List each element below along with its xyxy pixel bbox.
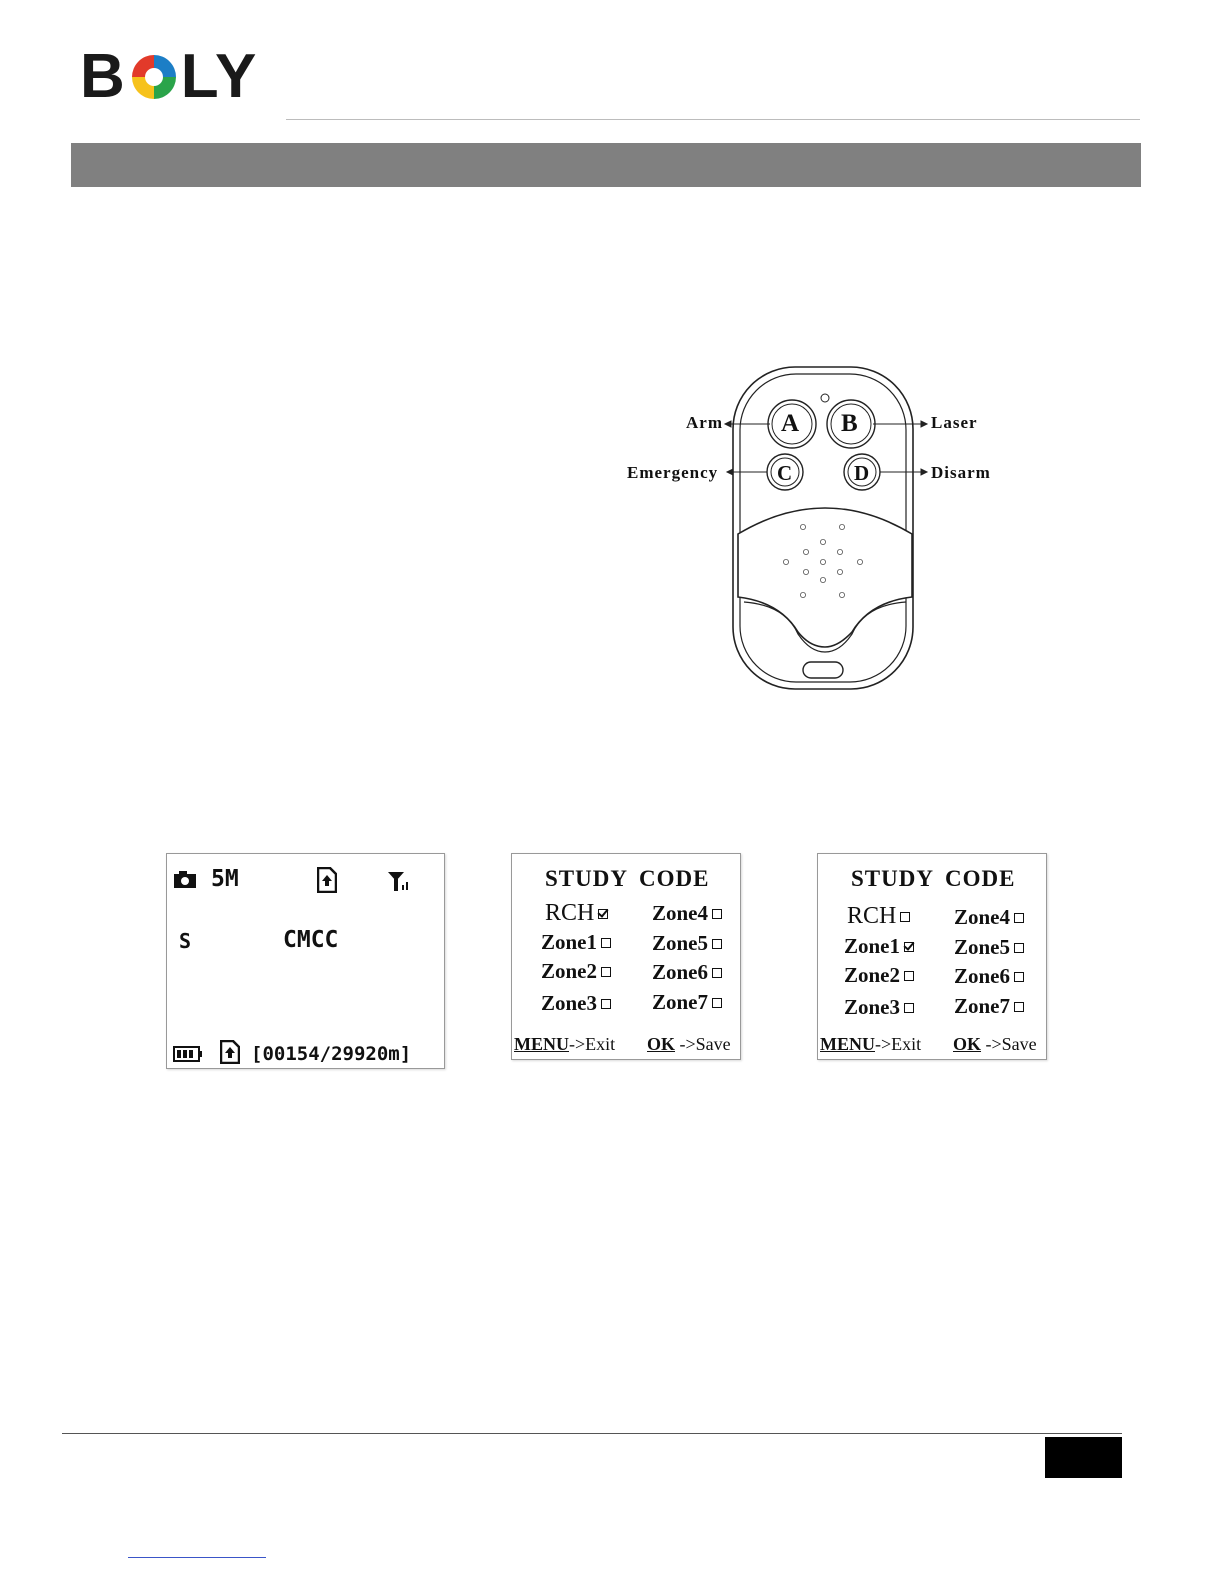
- arm-label: Arm: [686, 413, 723, 432]
- zone-option-zone4[interactable]: Zone4: [954, 905, 1024, 930]
- study-code-screen-zone1: [817, 853, 1047, 1060]
- zone-option-zone1[interactable]: Zone1: [844, 934, 914, 959]
- checkbox-icon[interactable]: [601, 938, 611, 948]
- footer-divider: [62, 1433, 1122, 1434]
- zone-option-zone1[interactable]: Zone1: [541, 930, 611, 955]
- study-title: STUDY: [545, 866, 628, 891]
- logo-o-mark-icon: [129, 52, 179, 102]
- ok-save-hint: OK ->Save: [953, 1034, 1037, 1054]
- button-b-label: B: [841, 410, 858, 437]
- checkbox-icon[interactable]: [1014, 943, 1024, 953]
- zone-option-rch[interactable]: RCH: [545, 900, 608, 927]
- carrier-name: CMCC: [283, 927, 339, 953]
- disarm-label: Disarm: [931, 463, 991, 482]
- checkbox-icon[interactable]: [1014, 972, 1024, 982]
- boly-logo: [80, 44, 280, 110]
- checkbox-icon[interactable]: [601, 967, 611, 977]
- zone-option-zone2[interactable]: Zone2: [541, 959, 611, 984]
- study-code-screen-rch: [511, 853, 741, 1060]
- section-header-bar: [71, 143, 1141, 187]
- ok-save-hint: OK ->Save: [647, 1034, 731, 1054]
- code-title: CODE: [945, 866, 1016, 891]
- code-title: CODE: [639, 866, 710, 891]
- zone-option-zone3[interactable]: Zone3: [844, 995, 914, 1020]
- checked-box-icon[interactable]: [598, 909, 608, 919]
- checkbox-icon[interactable]: [904, 1003, 914, 1013]
- footer-link-underline[interactable]: [128, 1557, 266, 1558]
- checkbox-icon[interactable]: [904, 971, 914, 981]
- checkbox-icon[interactable]: [1014, 1002, 1024, 1012]
- remote-control-diagram: [620, 362, 1010, 697]
- checkbox-icon[interactable]: [900, 912, 910, 922]
- button-c-label: C: [777, 461, 793, 485]
- checkbox-icon[interactable]: [712, 968, 722, 978]
- checkbox-icon[interactable]: [1014, 913, 1024, 923]
- photo-counter: [00154/29920m]: [251, 1043, 412, 1065]
- camera-icon: [174, 871, 196, 888]
- checkbox-icon[interactable]: [601, 999, 611, 1009]
- laser-label: Laser: [931, 413, 978, 432]
- resolution-value: 5M: [211, 866, 239, 892]
- zone-option-zone5[interactable]: Zone5: [954, 935, 1024, 960]
- mode-indicator: S: [179, 929, 192, 953]
- study-title: STUDY: [851, 866, 934, 891]
- checkbox-icon[interactable]: [712, 998, 722, 1008]
- zone-option-zone3[interactable]: Zone3: [541, 991, 611, 1016]
- emergency-label: Emergency: [627, 463, 719, 482]
- zone-option-rch[interactable]: RCH: [847, 903, 910, 930]
- sd-card-icon: [317, 867, 337, 893]
- zone-option-zone7[interactable]: Zone7: [954, 994, 1024, 1019]
- zone-option-zone7[interactable]: Zone7: [652, 990, 722, 1015]
- zone-option-zone6[interactable]: Zone6: [652, 960, 722, 985]
- lcd-status-screen: [166, 853, 445, 1069]
- sd-card-small-icon: [220, 1040, 240, 1064]
- button-a-label: A: [781, 410, 800, 437]
- zone-option-zone2[interactable]: Zone2: [844, 963, 914, 988]
- menu-exit-hint: MENU->Exit: [820, 1034, 922, 1054]
- header-divider: [286, 119, 1140, 120]
- zone-option-zone6[interactable]: Zone6: [954, 964, 1024, 989]
- checkbox-icon[interactable]: [712, 939, 722, 949]
- logo-letters-ly: LY: [180, 42, 259, 111]
- checked-box-icon[interactable]: [904, 942, 914, 952]
- zone-option-zone5[interactable]: Zone5: [652, 931, 722, 956]
- page-number-box: [1045, 1437, 1122, 1478]
- button-d-label: D: [854, 461, 870, 485]
- signal-antenna-icon: [387, 871, 409, 891]
- battery-icon: [173, 1046, 203, 1062]
- menu-exit-hint: MENU->Exit: [514, 1034, 616, 1054]
- checkbox-icon[interactable]: [712, 909, 722, 919]
- logo-letter-b: B: [80, 42, 127, 111]
- zone-option-zone4[interactable]: Zone4: [652, 901, 722, 926]
